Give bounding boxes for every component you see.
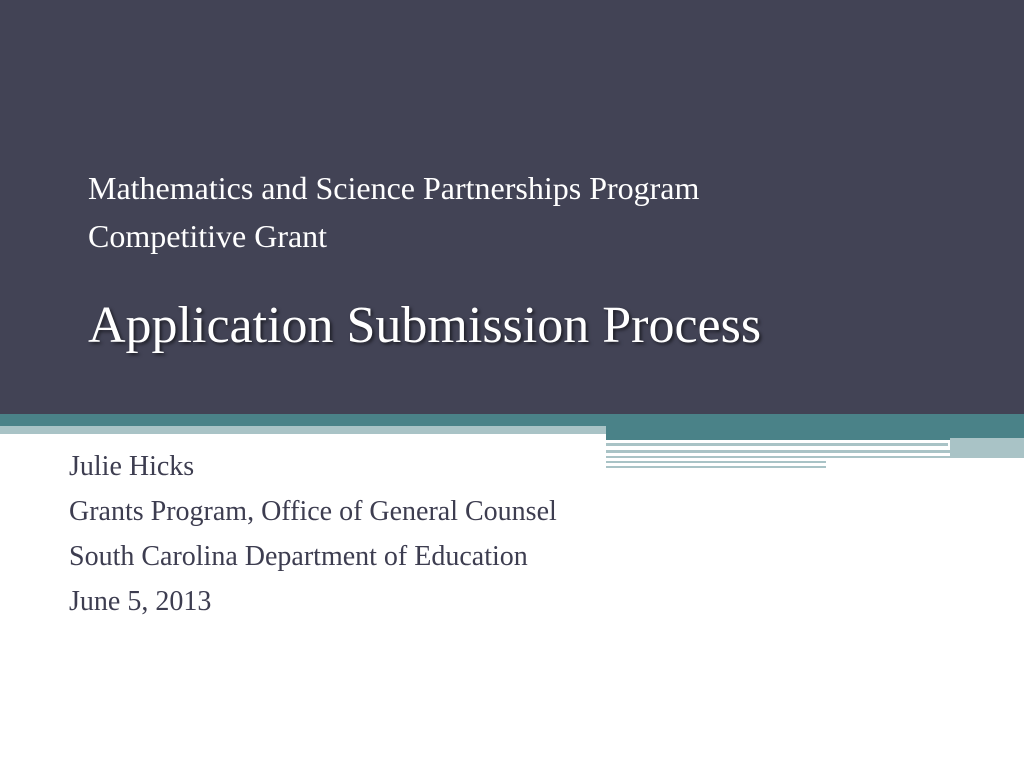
presenter-name: Julie Hicks <box>69 451 195 482</box>
subtitle-line-2: Competitive Grant <box>88 218 328 254</box>
presentation-date: June 5, 2013 <box>69 586 212 617</box>
subtitle-line-1: Mathematics and Science Partnerships Program <box>88 170 700 206</box>
accent-stripe-teal <box>0 414 1024 426</box>
slide-subtitle <box>88 164 968 260</box>
accent-stripe-white-left <box>0 434 606 436</box>
presenter-role: Grants Program, Office of General Counsel <box>69 496 557 527</box>
accent-stripe-light-left <box>0 426 606 434</box>
slide-title: Application Submission Process <box>88 297 762 354</box>
presenter-organization: South Carolina Department of Education <box>69 541 528 572</box>
presenter-details <box>69 444 969 624</box>
